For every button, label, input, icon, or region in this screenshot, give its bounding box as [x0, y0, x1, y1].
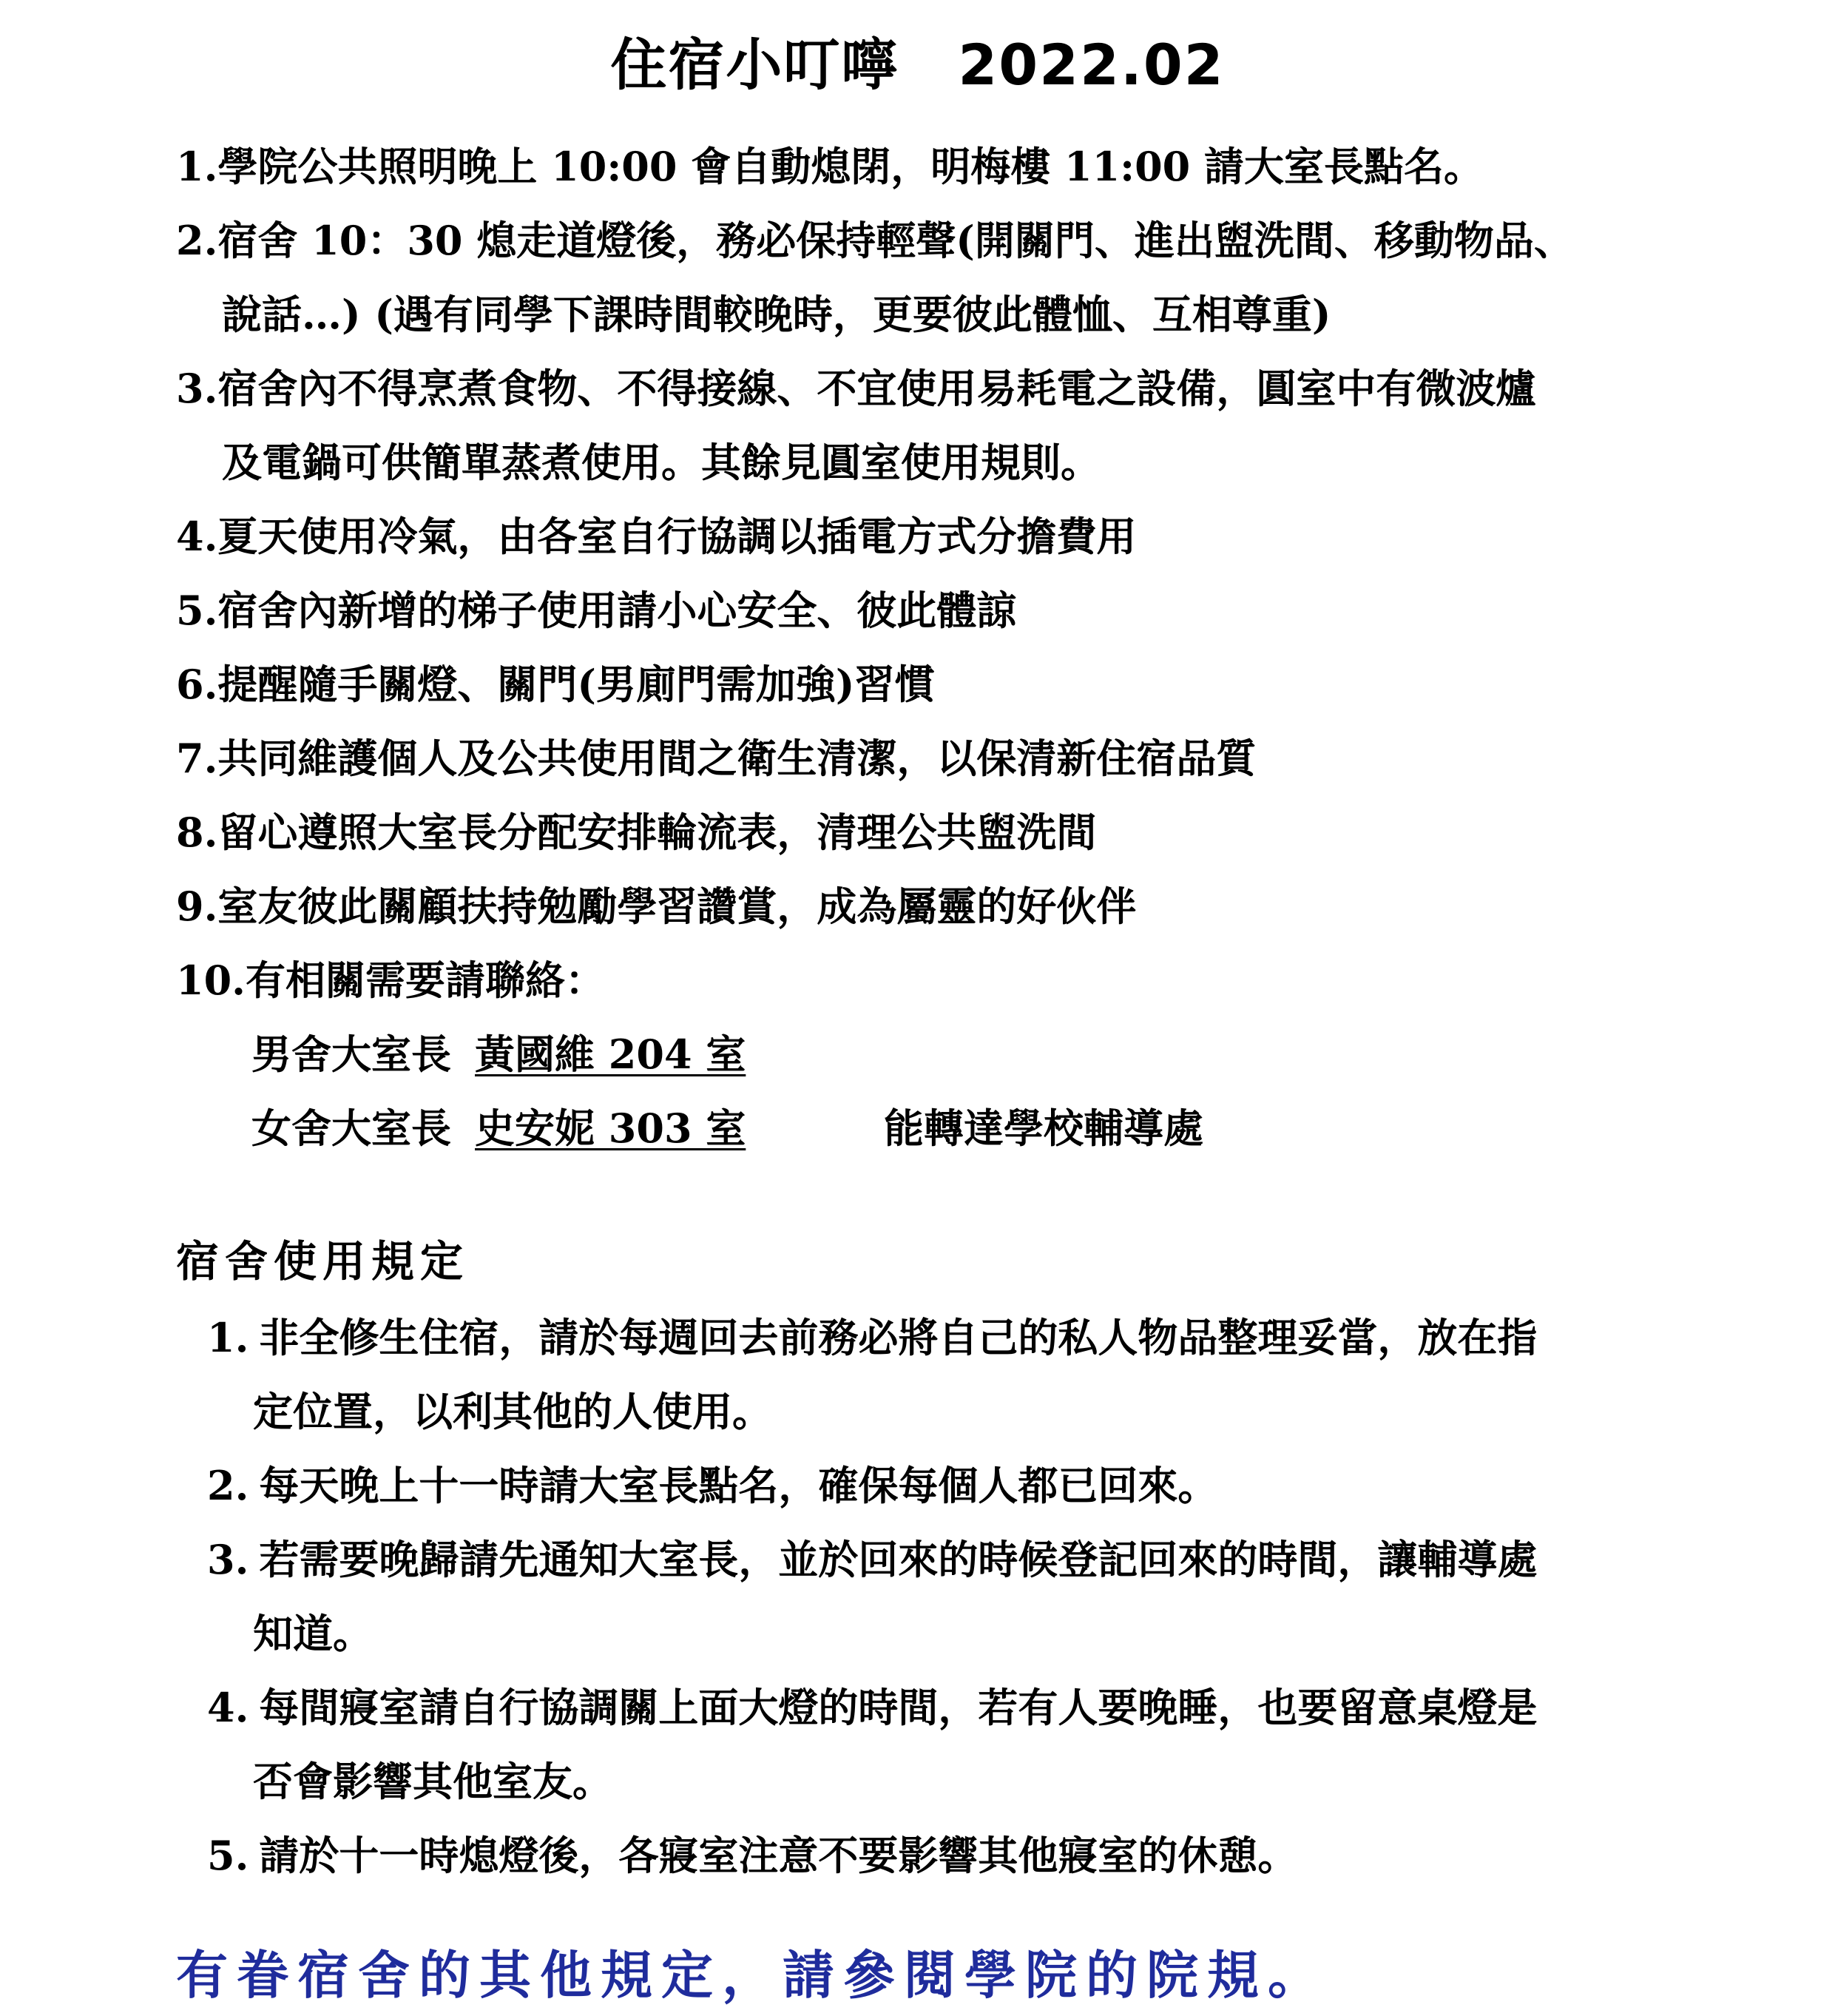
- contact-row-male: [251, 1025, 746, 1084]
- reminder-number: 8.: [176, 809, 218, 856]
- contact-note: 能轉達學校輔導處: [884, 1105, 1203, 1152]
- reminder-item: [176, 137, 1484, 196]
- contact-name: 黃國維 204 室: [475, 1031, 746, 1078]
- rule-text: 若需要晚歸請先通知大室長，並於回來的時候登記回來的時間，讓輔導處: [259, 1536, 1538, 1583]
- reminder-number: 4.: [176, 513, 218, 560]
- reminder-item: [176, 581, 1016, 640]
- contact-role: 男舍大室長: [251, 1031, 451, 1078]
- reminder-item: [176, 803, 1096, 862]
- rule-item: [207, 1530, 1537, 1589]
- rule-number: 4.: [207, 1684, 249, 1731]
- reminder-number: 1.: [176, 143, 218, 190]
- reminder-item: [176, 951, 605, 1010]
- footer-note: 有眷宿舍的其他規定，請參閱學院的院規。: [176, 1945, 1328, 2006]
- reminder-continuation: 及電鍋可供簡單蒸煮使用。其餘見圓室使用規則。: [222, 439, 1101, 486]
- rule-number: 2.: [207, 1462, 249, 1509]
- reminder-text: 宿舍內不得烹煮食物、不得接線、不宜使用易耗電之設備，圓室中有微波爐: [217, 365, 1536, 412]
- title-text: 住宿小叮嚀: [610, 32, 899, 98]
- rule-number: 3.: [207, 1536, 249, 1583]
- rule-item: [207, 1308, 1537, 1367]
- rule-text: 非全修生住宿，請於每週回去前務必將自己的私人物品整理妥當，放在指: [259, 1314, 1538, 1361]
- reminder-item: [176, 507, 1136, 566]
- reminder-item: [176, 655, 934, 714]
- reminder-continuation: 說話…) (遇有同學下課時間較晚時，更要彼此體恤、互相尊重): [222, 291, 1331, 338]
- reminder-text: 室友彼此關顧扶持勉勵學習讚賞，成為屬靈的好伙伴: [217, 883, 1137, 930]
- contact-row-female: [251, 1099, 746, 1158]
- contact-name: 史安妮 303 室: [475, 1105, 746, 1152]
- reminder-text: 夏天使用冷氣，由各室自行協調以插電方式分擔費用: [217, 513, 1137, 560]
- rule-item: [207, 1456, 1217, 1515]
- rule-continuation: 否會影響其他室友。: [253, 1758, 612, 1805]
- reminder-item: [176, 729, 1256, 788]
- rules-heading: 宿舍使用規定: [176, 1236, 470, 1287]
- reminder-text: 宿舍內新增的梯子使用請小心安全、彼此體諒: [217, 587, 1017, 634]
- rule-text: 每天晚上十一時請大室長點名，確保每個人都已回來。: [259, 1462, 1218, 1509]
- reminder-text: 宿舍 10：30 熄走道燈後，務必保持輕聲(開關門、進出盥洗間、移動物品、: [217, 217, 1574, 264]
- rule-text: 請於十一時熄燈後，各寢室注意不要影響其他寢室的休憩。: [259, 1832, 1298, 1879]
- reminder-item: [176, 877, 1136, 936]
- title-date: 2022.02: [958, 32, 1225, 98]
- reminder-number: 2.: [176, 217, 218, 264]
- rule-continuation: 定位置，以利其他的人使用。: [253, 1388, 772, 1435]
- reminder-number: 10.: [176, 957, 246, 1004]
- rule-item: [207, 1826, 1297, 1885]
- rule-continuation: 知道。: [253, 1610, 373, 1657]
- contact-role: 女舍大室長: [251, 1105, 451, 1152]
- reminder-text: 留心遵照大室長分配安排輪流表，清理公共盥洗間: [217, 809, 1097, 856]
- rule-number: 5.: [207, 1832, 249, 1879]
- reminder-number: 3.: [176, 365, 218, 412]
- reminder-number: 7.: [176, 735, 218, 782]
- reminder-text: 共同維護個人及公共使用間之衛生清潔，以保清新住宿品質: [217, 735, 1257, 782]
- page-title: [0, 28, 1835, 102]
- reminder-text: 提醒隨手關燈、關門(男廁門需加強)習慣: [217, 661, 935, 708]
- reminder-number: 5.: [176, 587, 218, 634]
- reminder-text: 學院公共照明晚上 10:00 會自動熄閉，明梅樓 11:00 請大室長點名。: [217, 143, 1484, 190]
- reminder-item: [176, 211, 1574, 270]
- reminder-item: [176, 359, 1535, 418]
- reminder-number: 6.: [176, 661, 218, 708]
- reminder-number: 9.: [176, 883, 218, 930]
- rule-text: 每間寢室請自行協調關上面大燈的時間，若有人要晚睡，也要留意桌燈是: [259, 1684, 1538, 1731]
- reminder-text: 有相關需要請聯絡：: [245, 957, 605, 1004]
- rule-item: [207, 1678, 1537, 1737]
- rule-number: 1.: [207, 1314, 249, 1361]
